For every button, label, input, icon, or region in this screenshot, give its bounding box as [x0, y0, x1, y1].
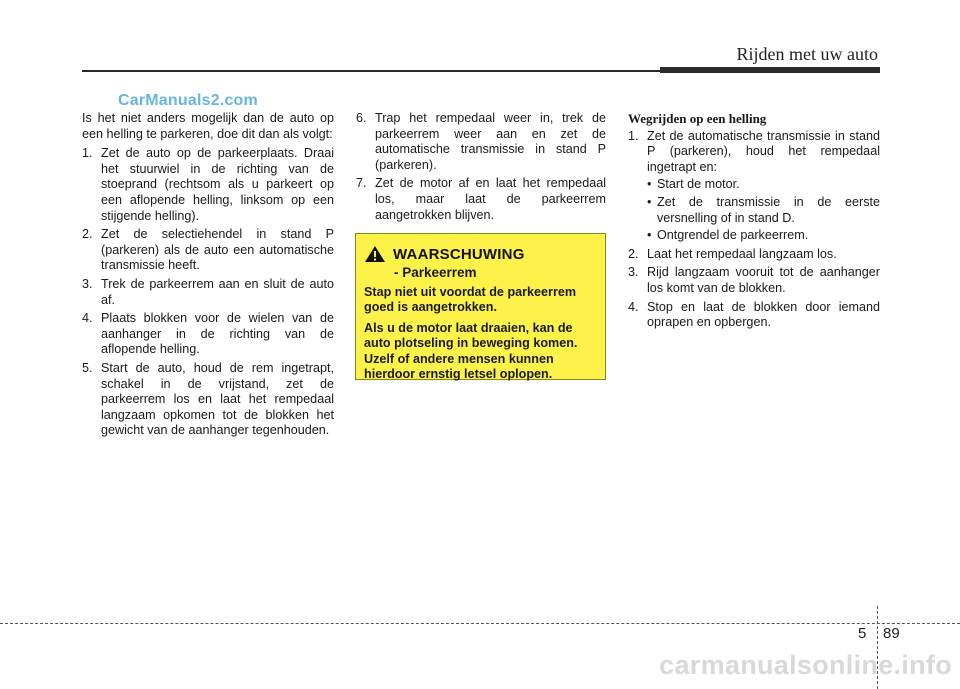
- step-number: 5.: [82, 360, 93, 375]
- parking-steps-list: [82, 146, 334, 439]
- warning-paragraph: Stap niet uit voordat de parkeerrem goed is aangetrokken.: [364, 285, 577, 315]
- warning-subtitle: - Parkeerrem: [394, 265, 477, 280]
- list-item: [356, 111, 606, 173]
- parking-steps-list-continued: [356, 111, 606, 223]
- list-item: [628, 247, 880, 263]
- column-left: [82, 111, 334, 442]
- list-item: [356, 176, 606, 223]
- step-text: Start de auto, houd de rem ingetrapt, schakel in de vrijstand, zet de parkeerrem los en laat het rempedaal langzaam opkomen tot de blokken het gewicht van de aanhanger tegenhouden.: [101, 360, 334, 438]
- step-number: 2.: [82, 227, 93, 242]
- step-text: Zet de motor af en laat het rempedaal los, maar laat de parkeerrem aangetrokken blijven.: [375, 176, 606, 222]
- intro-paragraph: Is het niet anders mogelijk dan de auto op een helling te parkeren, doe dit dan als volgt:: [82, 111, 334, 141]
- section-heading: Wegrijden op een helling: [628, 111, 767, 126]
- list-item: [628, 129, 880, 244]
- page-number: 89: [883, 625, 900, 642]
- chapter-number: 5: [858, 625, 867, 642]
- step-text: Rijd langzaam vooruit tot de aanhanger los komt van de blokken.: [647, 265, 880, 295]
- column-right: [628, 111, 880, 334]
- list-item: [628, 300, 880, 331]
- step-text: Stop en laat de blokken door iemand oprapen en opbergen.: [647, 299, 880, 330]
- step-text: Trek de parkeerrem aan en sluit de auto af.: [101, 276, 334, 307]
- warning-paragraph: Als u de motor laat draaien, kan de auto plotseling in beweging komen. Uzelf of andere mensen kunnen hierdoor ernstig letsel oplopen.: [364, 320, 578, 382]
- step-number: 1.: [628, 128, 639, 143]
- step-number: 2.: [628, 246, 639, 261]
- step-number: 4.: [628, 299, 639, 314]
- list-item: [82, 277, 334, 308]
- watermark-bottom: carmanualsonline.info: [659, 650, 952, 680]
- bullet-list: [647, 177, 880, 243]
- watermark-top: CarManuals2.com: [118, 92, 258, 109]
- step-text: Zet de selectiehendel in stand P (parkeren) als de auto een automatische transmissie heeft.: [101, 227, 334, 273]
- column-middle: [356, 111, 606, 226]
- hill-start-steps-list: [628, 129, 880, 331]
- step-text: Zet de automatische transmissie in stand P (parkeren), houd het rempedaal ingetrapt en:: [647, 128, 880, 174]
- step-text: Laat het rempedaal langzaam los.: [647, 246, 837, 261]
- warning-box: [355, 233, 606, 380]
- header-rule-accent: [660, 67, 880, 73]
- bullet-item: • Zet de transmissie in de eerste versnelling of in stand D.: [647, 195, 880, 226]
- bullet-item: • Start de motor.: [647, 177, 880, 193]
- footer-dashed-rule: [0, 623, 960, 624]
- list-item: [82, 311, 334, 358]
- list-item: [82, 361, 334, 439]
- warning-triangle-icon: [364, 245, 386, 263]
- step-number: 7.: [356, 176, 367, 191]
- list-item: [82, 146, 334, 224]
- step-text: Trap het rempedaal weer in, trek de parkeerrem weer aan en zet de automatische transmissie in stand P (parkeren).: [375, 111, 606, 172]
- warning-title: WAARSCHUWING: [393, 245, 525, 263]
- bullet-item: • Ontgrendel de parkeerrem.: [647, 228, 880, 244]
- list-item: [82, 227, 334, 274]
- step-number: 3.: [82, 276, 93, 291]
- step-number: 3.: [628, 265, 639, 280]
- list-item: [628, 265, 880, 296]
- step-number: 6.: [356, 111, 367, 125]
- step-number: 1.: [82, 146, 93, 161]
- header-rule: [82, 70, 662, 72]
- page-header-title: Rijden met uw auto: [736, 44, 878, 64]
- step-text: Plaats blokken voor de wielen van de aanhanger in de richting van de aflopende helling.: [101, 311, 334, 357]
- step-number: 4.: [82, 311, 93, 326]
- warning-header: [364, 245, 597, 263]
- step-text: Zet de auto op de parkeerplaats. Draai het stuurwiel in de richting van de stoeprand (rechtsom als u parkeert op een aflopende helling, linksom op een stijgende helling).: [101, 146, 334, 223]
